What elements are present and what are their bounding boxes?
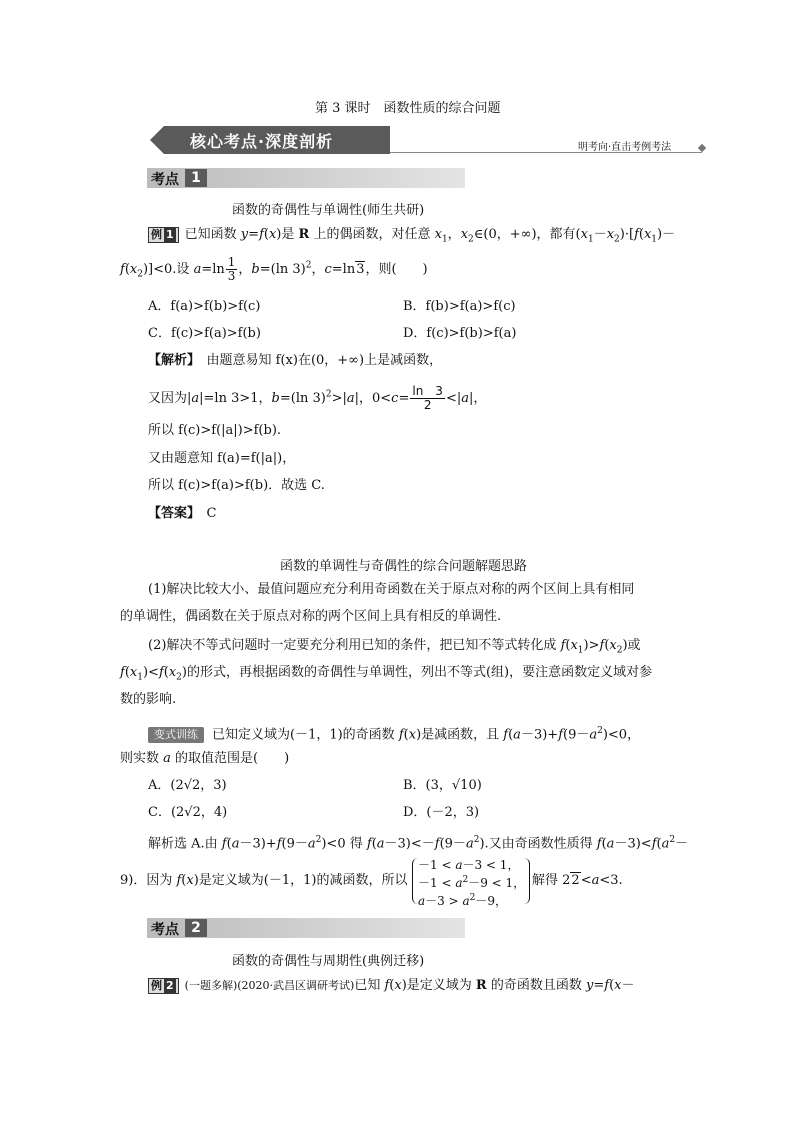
- train-choice-b: B．(3，√10): [403, 778, 482, 793]
- method-heading: 函数的单调性与奇偶性的综合问题解题思路: [280, 559, 528, 574]
- answer-line: 【答案】 C: [148, 506, 217, 521]
- train-choice-a: A．(2√2，3): [148, 778, 227, 793]
- choice-a: A．f(a)>f(b)>f(c): [148, 299, 261, 314]
- training-tag: 变式训练: [148, 727, 204, 743]
- kaodian-2-label: 考点: [151, 922, 179, 938]
- kaodian-1-heading: 函数的奇偶性与单调性(师生共研): [232, 203, 425, 218]
- kaodian-2-heading: 函数的奇偶性与周期性(典例迁移): [232, 954, 425, 969]
- kaodian-1-label: 考点: [151, 172, 179, 188]
- method-p1b: 的单调性，偶函数在关于原点对称的两个区间上具有相反的单调性.: [120, 609, 502, 624]
- analysis-line2: 又因为|a|=ln 3>1，b=(ln 3)$^2$>|a|，0<c= $\frac{\ln 3}{2}$ <|a|，: [148, 384, 487, 412]
- analysis-line5: 所以 f(c)>f(a)>f(b)．故选 C.: [148, 478, 325, 493]
- example-2-label: 例 2: [148, 978, 179, 994]
- choice-c: C．f(c)>f(a)>f(b): [148, 326, 261, 341]
- method-p2b: $f(x_1)<f(x_2)$的形式，再根据函数的奇偶性与单调性，列出不等式(组)，要注意函数定义域对参: [120, 665, 653, 683]
- example-2-line1: 例 2 (一题多解)(2020·武昌区调研考试)已知 f(x)是定义域为 R 的奇函数且函数 y=f(x－: [148, 977, 635, 995]
- page-title: 第 3 课时 函数性质的综合问题: [315, 101, 501, 116]
- method-p2a: (2)解决不等式问题时一定要充分利用已知的条件，把已知不等式转化成 $f(x_1)>f(x_2)$或: [148, 638, 641, 656]
- example-1-line2: $f(x_2)]<0$.设 a=ln $\frac{1}{3}$ ，b=(ln 3)$^2$，c=ln3，则( ): [120, 255, 428, 283]
- method-p1a: (1)解决比较大小、最值问题应充分利用奇函数在关于原点对称的两个区间上具有相同: [148, 582, 635, 597]
- banner-subtitle: 明考向·直击考例考法: [578, 142, 672, 153]
- train-choice-d: D．(－2，3): [403, 805, 480, 820]
- diamond-icon: [698, 144, 706, 152]
- example-1-label: 例 1: [148, 227, 179, 243]
- example-1-line1: 例 1 已知函数 y=f(x)是 R 上的偶函数，对任意 $x_1$，$x_2\in(0$，+∞)，都有$(x_1-x_2)\cdot[f(x_1)-$: [148, 226, 675, 249]
- train-choice-c: C．(2√2，4): [148, 805, 228, 820]
- train-solution-line2: 9)．因为 f(x)是定义域为(－1，1)的减函数，所以: [120, 873, 408, 888]
- analysis-line4: 又由题意知 f(a)=f(|a|)，: [148, 451, 296, 466]
- train-solution-result: 解得 22<a<3.: [532, 873, 623, 888]
- kaodian-1-number: 1: [185, 169, 207, 187]
- system-brace-right: [523, 858, 530, 904]
- training-line2: 则实数 a 的取值范围是( ): [120, 751, 290, 766]
- choice-b: B．f(b)>f(a)>f(c): [403, 299, 516, 314]
- train-solution-line1: 解析选 A.由 $f(a-3)+f(9-a^2)<0$ 得 $f(a-3)<-f(9-a^2)$.又由奇函数性质得 $f(a-3)<f(a^2-$: [148, 835, 689, 852]
- kaodian-2-number: 2: [185, 919, 207, 937]
- choice-d: D．f(c)>f(b)>f(a): [403, 326, 517, 341]
- method-p2c: 数的影响.: [120, 692, 177, 707]
- inequality-system: －1 < a－3 < 1， $-1 < a^2-9 < 1$， $a-3 > a^2-9$，: [418, 858, 526, 908]
- training-line1: 变式训练 已知定义域为(－1，1)的奇函数 f(x)是减函数，且 $f(a-3)+f(9-a^2)<0$，: [148, 722, 640, 744]
- banner-title: 核心考点·深度剖析: [190, 132, 334, 151]
- analysis-line3: 所以 f(c)>f(|a|)>f(b).: [148, 423, 282, 438]
- analysis-line1: 【解析】 由题意易知 f(x)在(0，+∞)上是减函数，: [148, 353, 443, 368]
